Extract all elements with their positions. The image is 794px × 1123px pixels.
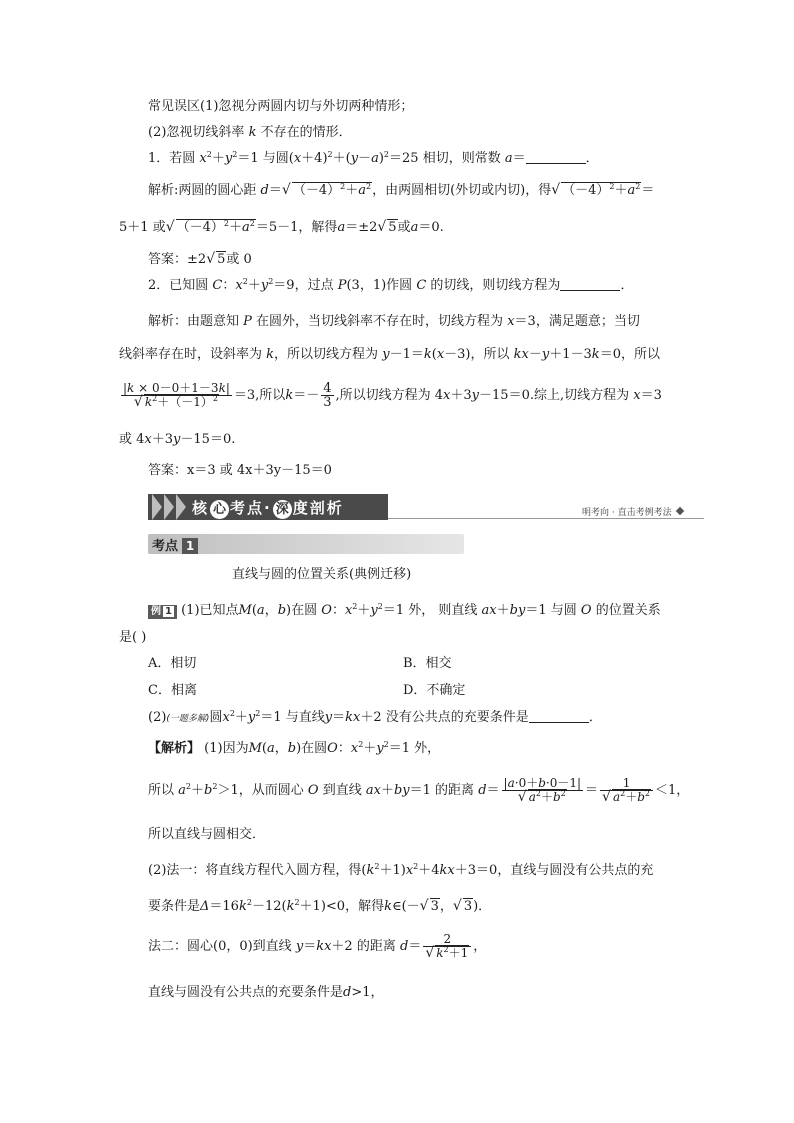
example-badge: 例 1 [148,605,177,619]
q2-solution-line-3: $\frac{|k \times 0-0+1-3k|}{√ k^2+(-1)^2}$ ＝3,所以k＝－ $\frac{4}{3}$ ,所以切线方程为 4x＋3y－15＝0.综上,切线方程为 x＝3 [123,381,662,410]
q1-solution-line-2: 5＋1 或√ $(-4)^2+a^2=5-1$，解得a＝±2√ 5或a＝0. [119,219,444,235]
method-1-line-2: 要条件是$\Delta=16k^2-12(k^2+1)<0$，解得k∈(－√ 3，√ 3)． [148,898,492,914]
q2-solution-line-1: 解析：由题意知 P 在圆外，当切线斜率不存在时，切线方程为 x＝3，满足题意；当切 [148,314,640,329]
option-b: B．相交 [403,656,452,671]
option-c: C．相离 [148,683,197,698]
example-1-part-2: (2)(一题多解)圆$x^2+y^2=1$ 与直线y＝kx＋2 没有公共点的充要条件是 ． [148,709,602,725]
kaodian-label: 考点 1 [152,535,198,554]
option-d: D．不确定 [403,683,466,698]
diamond-icon [675,507,683,515]
pitfall-line-1: 常见误区(1)忽视分两圆内切与外切两种情形； [148,99,414,114]
solution-line-2: 所以 $a^2+b^2>1$，从而圆心 O 到直线 ax＋by＝1 的距离 d＝ $\frac{|a\cdot 0+b\cdot 0-1|}{√ a^2+b^2}$ ＝ $\frac{1}{√ a^2+b^2}$ ＜1， [148,776,690,805]
kaodian-title: 直线与圆的位置关系(典例迁移) [232,567,412,582]
banner-rule [388,518,704,519]
method-2-line-1: 法二：圆心(0，0)到直线 y＝kx＋2 的距离 d＝ $\frac{2}{√ k^2+1}$ ， [148,932,487,961]
solution-line-1: 【解析】 (1)因为M(a，b)在圆O：$x^2+y^2=1$ 外， [148,740,441,756]
pitfall-line-2: (2)忽视切线斜率 k 不存在的情形． [148,125,352,140]
example-1-line-2: 是( ) [119,630,147,645]
q1-solution-line-1: 解析:两圆的圆心距 d＝√ $(-4)^2+a^2$，由两圆相切(外切或内切)，得√ $(-4)^2+a^2=$ [148,182,655,198]
chevron-icon [152,494,162,520]
banner-subtitle: 明考向 · 直击考例考法 [582,505,683,518]
example-1-line-1: 例 1 (1)已知点M(a，b)在圆 O：$x^2+y^2=1$ 外， 则直线 ax＋by＝1 与圆 O 的位置关系 [148,602,661,620]
method-1-line-1: (2)法一：将直线方程代入圆方程，得$(k^2+1)x^2+4kx+3=0$，直线与圆没有公共点的充 [148,862,654,878]
solution-line-3: 所以直线与圆相交． [148,827,266,842]
chevron-icon [164,494,174,520]
chevron-icon [176,494,186,520]
section-banner [148,494,388,520]
option-a: A．相切 [148,656,197,671]
q2-solution-line-2: 线斜率存在时，设斜率为 k，所以切线方程为 y－1＝k(x－3)，所以 kx－y＋1－3k＝0，所以 [119,347,660,362]
q1-answer: 答案：±2√ 5或 0 [148,251,252,267]
method-2-line-2: 直线与圆没有公共点的充要条件是d>1， [148,985,384,1000]
question-2: 2．已知圆 C：$x^2+y^2=9$，过点 P(3，1)作圆 C 的切线，则切线方程为 ． [148,277,634,293]
kaodian-bar [148,534,464,554]
q2-solution-line-4: 或 4x＋3y－15＝0. [119,432,236,447]
question-1: 1．若圆 $x^2+y^2=1$ 与圆$(x+4)^2+(y-a)^2=25$ 相切，则常数 a＝ ． [148,150,599,166]
q2-answer: 答案：x＝3 或 4x＋3y－15＝0 [148,463,332,478]
banner-title: 核 心 考点· 深 度剖析 [192,499,344,517]
